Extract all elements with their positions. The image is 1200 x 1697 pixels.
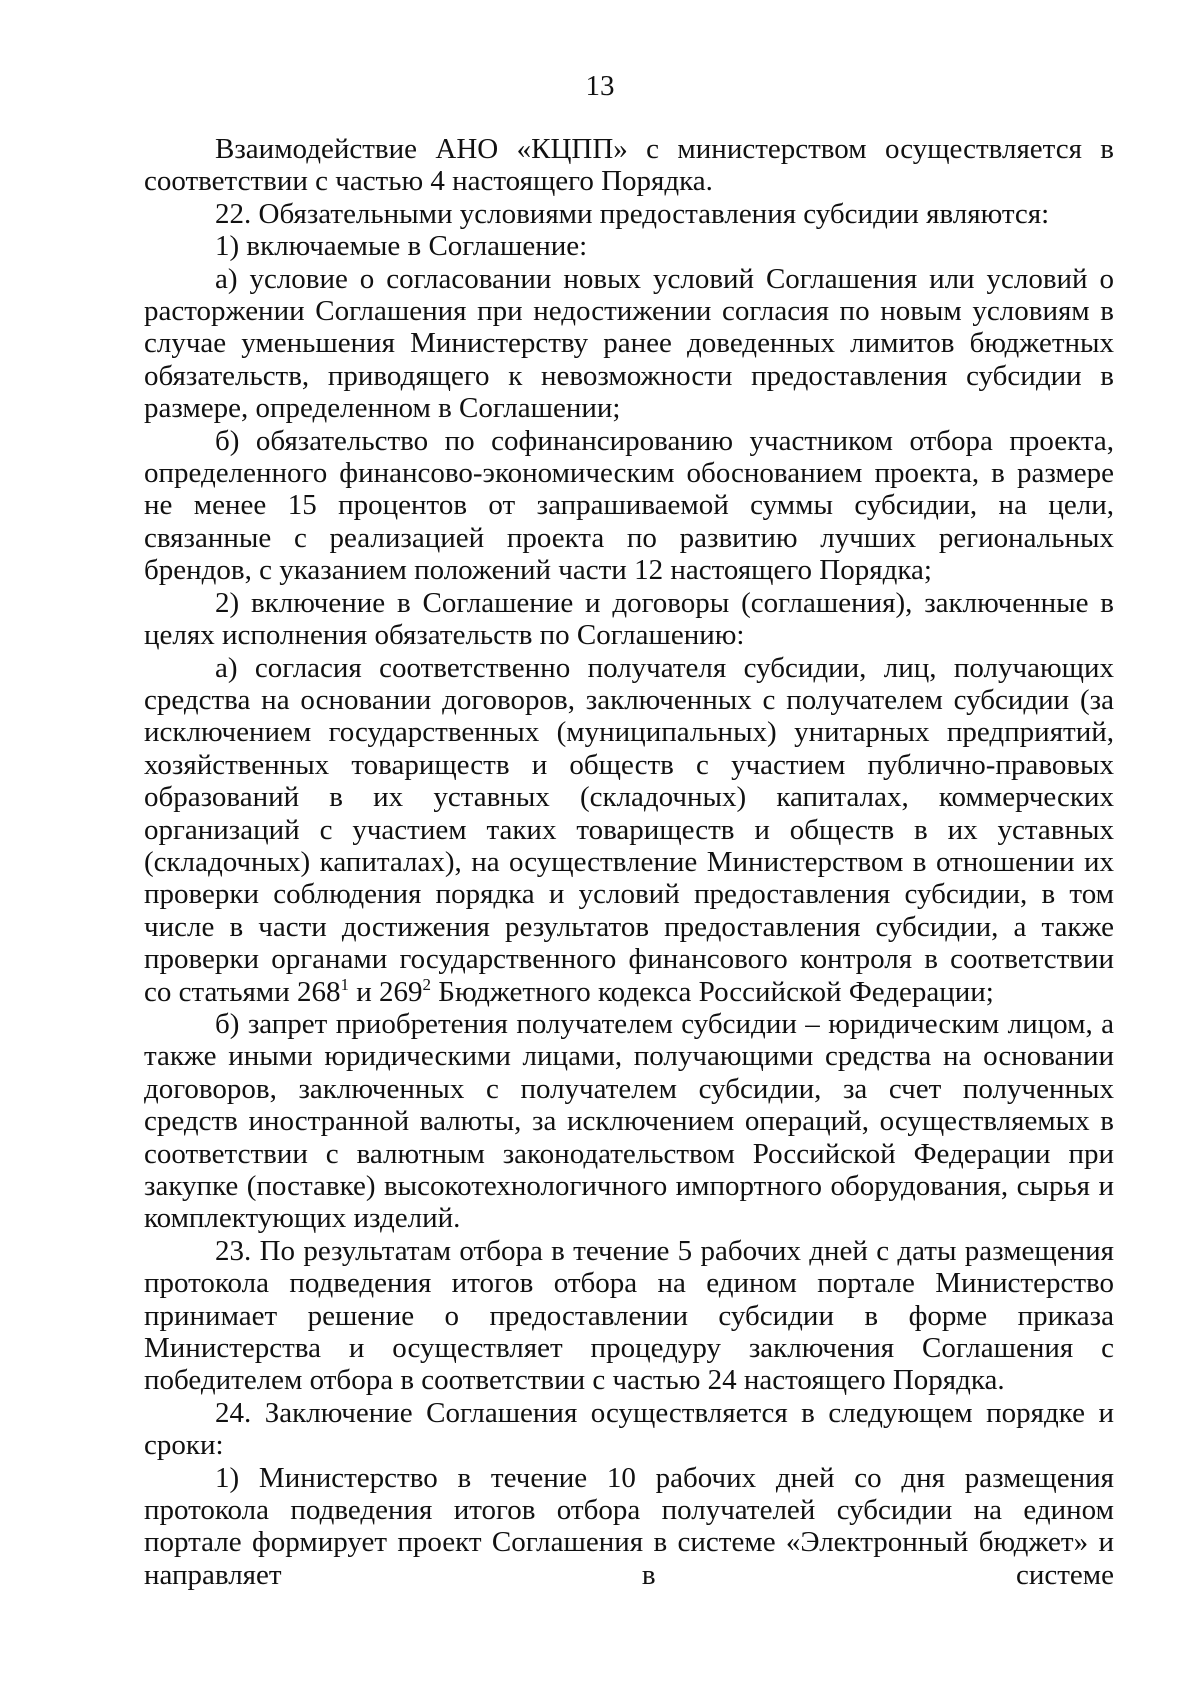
paragraph-24-1: 1) Министерство в течение 10 рабочих дней со дня размещения протокола подведения итогов отбора получателей субсидии на едином портале формирует проект Соглашения в системе «Электронный бюджет» и направляет в системе	[144, 1461, 1114, 1591]
paragraph-22-2-b: б) запрет приобретения получателем субсидии – юридическим лицом, а также иными юридическими лицами, получающими средства на основании договоров, заключенных с получателем субсидии, за счет полученных средств иностранной валюты, за исключением операций, осуществляемых в соответствии с валютным законодательством Российской Федерации при закупке (поставке) высокотехнологичного импортного оборудования, сырья и комплектующих изделий.	[144, 1007, 1114, 1235]
page-number: 13	[585, 70, 615, 102]
paragraph-22-2-a-text: а) согласия соответственно получателя субсидии, лиц, получающих средства на основании договоров, заключенных с получателем субсидии (за исключением государственных (муниципальных) унитарных предприятий, хозяйственных товариществ и обществ с участием публично-правовых образований в их уставных (складочных) капиталах, коммерческих организаций с участием таких товариществ и обществ в их уставных (складочных) капиталах), на осуществление Министерством в отношении их проверки соблюдения порядка и условий предоставления субсидии, в том числе в части достижения результатов предоставления субсидии, а также проверки органами государственного финансового контроля в соответствии со статьями	[144, 651, 1114, 1008]
paragraph-22-2-a	[144, 652, 1114, 1008]
paragraph-22-1-a: а) условие о согласовании новых условий Соглашения или условий о расторжении Соглашения при недостижении согласия по новым условиям в случае уменьшения Министерству ранее доведенных лимитов бюджетных обязательств, приводящего к невозможности предоставления субсидии в размере, определенном в Соглашении;	[144, 262, 1114, 425]
paragraph-23: 23. По результатам отбора в течение 5 рабочих дней с даты размещения протокола подведения итогов отбора на едином портале Министерство принимает решение о предоставлении субсидии в форме приказа Министерства и осуществляет процедуру заключения Соглашения с победителем отбора в соответствии с частью 24 настоящего Порядка.	[144, 1234, 1114, 1397]
paragraph-interaction-kcpp: Взаимодействие АНО «КЦПП» с министерством осуществляется в соответствии с частью 4 настоящего Порядка.	[144, 133, 1114, 198]
paragraph-22-2-a-tail: Бюджетного кодекса Российской Федерации;	[438, 975, 994, 1008]
paragraph-22-heading: 22. Обязательными условиями предоставления субсидии являются:	[215, 197, 1050, 230]
paragraph-22-1: 1) включаемые в Соглашение:	[215, 230, 588, 263]
article-ref-269-superscript: 2	[422, 974, 432, 994]
paragraph-24-heading: 24. Заключение Соглашения осуществляется в следующем порядке и сроки:	[144, 1396, 1114, 1462]
article-ref-269: 269	[379, 975, 423, 1008]
paragraph-22-1-b: б) обязательство по софинансированию участником отбора проекта, определенного финансово-экономическим обоснованием проекта, в размере не менее 15 процентов от запрашиваемой суммы субсидии, на цели, связанные с реализацией проекта по развитию лучших региональных брендов, с указанием положений части 12 настоящего Порядка;	[144, 424, 1114, 587]
conjunction: и	[356, 975, 372, 1008]
document-body	[144, 133, 1114, 1591]
article-ref-268: 268	[297, 975, 341, 1008]
article-ref-268-superscript: 1	[340, 974, 350, 994]
paragraph-22-2: 2) включение в Соглашение и договоры (соглашения), заключенные в целях исполнения обязательств по Соглашению:	[144, 586, 1114, 652]
